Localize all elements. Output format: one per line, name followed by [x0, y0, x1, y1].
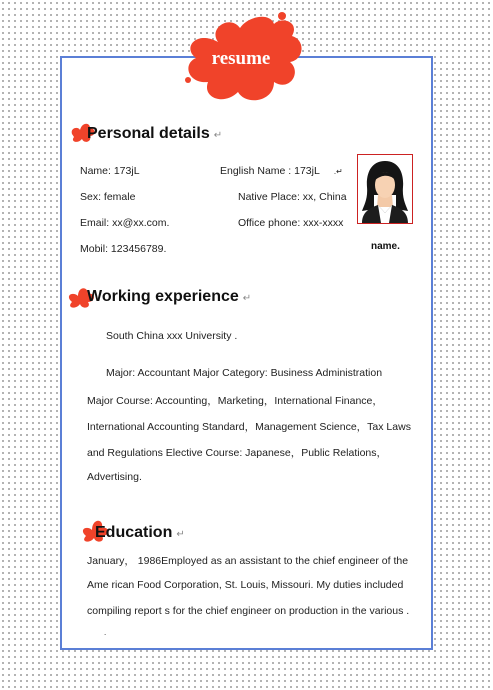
- email-field: Email: xx@xx.com.: [80, 217, 170, 229]
- mobile-field: Mobil: 123456789.: [80, 243, 167, 255]
- education-line: compiling report s for the chief engineer on production in the various .: [87, 605, 410, 617]
- section-heading-work: Working experience ↵: [87, 288, 252, 305]
- native-place-field: Native Place: xx, China: [238, 191, 347, 203]
- section-heading-personal: Personal details ↵: [87, 125, 223, 142]
- name-field: Name: 173jL: [80, 165, 140, 177]
- resume-title: resume: [211, 48, 271, 69]
- english-name-field: English Name : 173jL .↵: [220, 165, 343, 177]
- education-line: .: [104, 628, 107, 637]
- section-heading-education: Education ↵: [95, 524, 185, 541]
- work-line: International Accounting Standard，Management Science，Tax Laws: [87, 421, 411, 433]
- work-line: and Regulations Elective Course: Japanese，Public Relations，: [87, 447, 387, 459]
- education-line: Ame rican Food Corporation, St. Louis, Missouri. My duties included: [87, 579, 404, 591]
- sex-field: Sex: female: [80, 191, 136, 203]
- work-line: Major: Accountant Major Category: Business Administration: [106, 367, 383, 379]
- photo-name-label: name.: [371, 241, 400, 252]
- photo-frame: [357, 154, 413, 224]
- office-phone-field: Office phone: xxx-xxxx: [238, 217, 344, 229]
- work-line: Advertising.: [87, 471, 142, 483]
- female-avatar-icon: [358, 155, 412, 223]
- education-line: January， 1986Employed as an assistant to the chief engineer of the: [87, 555, 409, 567]
- work-line: Major Course: Accounting，Marketing，International Finance，: [87, 395, 383, 407]
- work-line: South China xxx University .: [106, 330, 238, 342]
